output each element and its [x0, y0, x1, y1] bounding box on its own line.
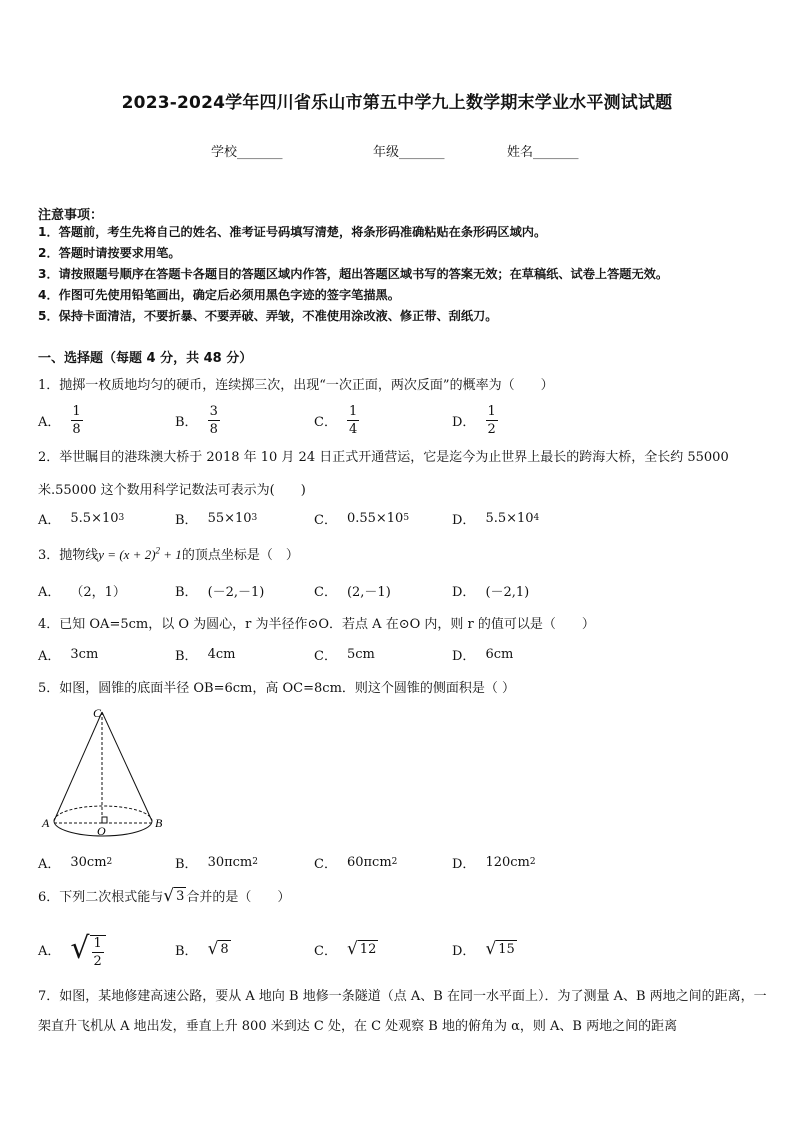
option-d[interactable]: D． (－2,1) [452, 584, 530, 600]
option-b[interactable]: B． 30πcm 2 [175, 854, 258, 872]
question-4-text: 4．已知 OA=5cm，以 O 为圆心，r 为半径作⊙O．若点 A 在⊙O 内，则 r 的值可以是（ ） [38, 617, 595, 632]
question-5-text: 5．如图，圆锥的底面半径 OB=6cm，高 OC=8cm．则这个圆锥的侧面积是（ ） [38, 681, 516, 696]
fraction: $\frac{1}{8}$ [72, 403, 81, 437]
question-3-text: 3．抛物线$y = (x + 2)^2 + 1$的顶点坐标是（ ） [38, 545, 299, 563]
option-c[interactable]: C． 60πcm 2 [314, 854, 398, 872]
label-b: B [155, 816, 163, 830]
option-a[interactable]: A． 5.5×10 3 [38, 510, 125, 528]
option-c[interactable]: C． (2,－1) [314, 584, 391, 600]
formula: $y = (x + 2)^2 + 1$ [98, 545, 182, 562]
option-b[interactable]: B． (－2,－1) [175, 584, 265, 600]
question-7-text: 7．如图，某地修建高速公路，要从 A 地向 B 地修一条隧道（点 A、B 在同一水平面上）．为了测量 A、B 两地之间的距离，一架直升飞机从 A 地出发，垂直上升 800 米到达 C 处，在 C 处观察 B 地的俯角为 α，则 A、B 两地之间的距离 [38, 989, 767, 1034]
option-label: C． [314, 414, 337, 430]
question-3-options [38, 575, 768, 605]
name-field[interactable]: 姓名_______ [507, 145, 579, 160]
notice-item: 1．答题前，考生先将自己的姓名、准考证号码填写清楚，将条形码准确粘贴在条形码区域内。 [38, 225, 547, 239]
option-a[interactable] [38, 400, 83, 440]
label-c: C [93, 706, 102, 720]
fraction: $\frac{1}{2}$ [487, 403, 496, 437]
question-6-options [38, 925, 768, 973]
option-b[interactable]: B． 4cm [175, 646, 236, 664]
label-o: O [97, 824, 106, 838]
option-d[interactable]: D． 5.5×10 4 [452, 510, 540, 528]
question-6-text: 6．下列二次根式能与 √ 3 合并的是（ ） [38, 886, 291, 906]
option-label: D． [452, 414, 476, 430]
sqrt-expression: √ $\frac{1}{2}$ [70, 929, 105, 969]
student-info-row [0, 141, 794, 161]
notice-item: 5．保持卡面清洁，不要折暴、不要弄破、弄皱，不准使用涂改液、修正带、刮纸刀。 [38, 309, 498, 323]
sqrt-expression: √ 15 [485, 939, 515, 959]
option-b[interactable] [175, 400, 220, 440]
option-d[interactable] [452, 400, 498, 440]
option-c[interactable]: C． 0.55×10 5 [314, 510, 410, 528]
section-heading: 一、选择题（每题 4 分，共 48 分） [38, 351, 253, 366]
school-field[interactable]: 学校_______ [211, 145, 283, 160]
option-a[interactable]: A． 3cm [38, 646, 99, 664]
question-5-options [38, 847, 768, 877]
question-2-line1: 2．举世瞩目的港珠澳大桥于 2018 年 10 月 24 日正式开通营运，它是迄今为止世界上最长的跨海大桥，全长约 55000 [38, 450, 729, 465]
option-b[interactable]: B． √ 8 [175, 939, 229, 959]
notice-item: 4．作图可先使用铅笔画出，确定后必须用黑色字迹的签字笔描黑。 [38, 288, 400, 302]
cone-figure [38, 702, 178, 842]
option-d[interactable]: D． 120cm 2 [452, 854, 536, 872]
question-4-options [38, 639, 768, 669]
sqrt-expression: √ 8 [207, 939, 229, 959]
notice-item: 3．请按照题号顺序在答题卡各题目的答题区域内作答，超出答题区域书写的答案无效；在草稿纸、试卷上答题无效。 [38, 267, 669, 281]
question-2-options [38, 503, 768, 533]
label-a: A [42, 816, 50, 830]
question-1-options [38, 400, 768, 440]
question-2-line2: 米.55000 这个数用科学记数法可表示为( ) [38, 483, 306, 498]
sqrt-expression: √ 3 [163, 886, 185, 906]
option-d[interactable]: D． √ 15 [452, 939, 515, 959]
option-a[interactable]: A． √ $\frac{1}{2}$ [38, 925, 106, 973]
grade-field[interactable]: 年级_______ [373, 145, 445, 160]
question-1-text: 1．抛掷一枚质地均匀的硬币，连续掷三次，出现“一次正面，两次反面”的概率为（ ） [38, 378, 554, 393]
option-label: A． [38, 414, 61, 430]
option-label: B． [175, 414, 198, 430]
option-c[interactable]: C． 5cm [314, 646, 375, 664]
fraction: $\frac{1}{4}$ [348, 403, 358, 437]
option-c[interactable] [314, 400, 359, 440]
option-a[interactable]: A． 30cm 2 [38, 854, 113, 872]
fraction: $\frac{3}{8}$ [209, 403, 218, 437]
option-b[interactable]: B． 55×10 3 [175, 510, 258, 528]
option-a[interactable]: A． （2，1） [38, 584, 126, 600]
notice-heading: 注意事项： [38, 208, 104, 223]
option-d[interactable]: D． 6cm [452, 646, 514, 664]
notice-list [38, 222, 778, 327]
notice-item: 2．答题时请按要求用笔。 [38, 246, 181, 260]
sqrt-expression: √ 12 [346, 939, 377, 959]
page-title: 2023-2024学年四川省乐山市第五中学九上数学期末学业水平测试试题 [121, 93, 673, 113]
option-c[interactable]: C． √ 12 [314, 939, 377, 959]
